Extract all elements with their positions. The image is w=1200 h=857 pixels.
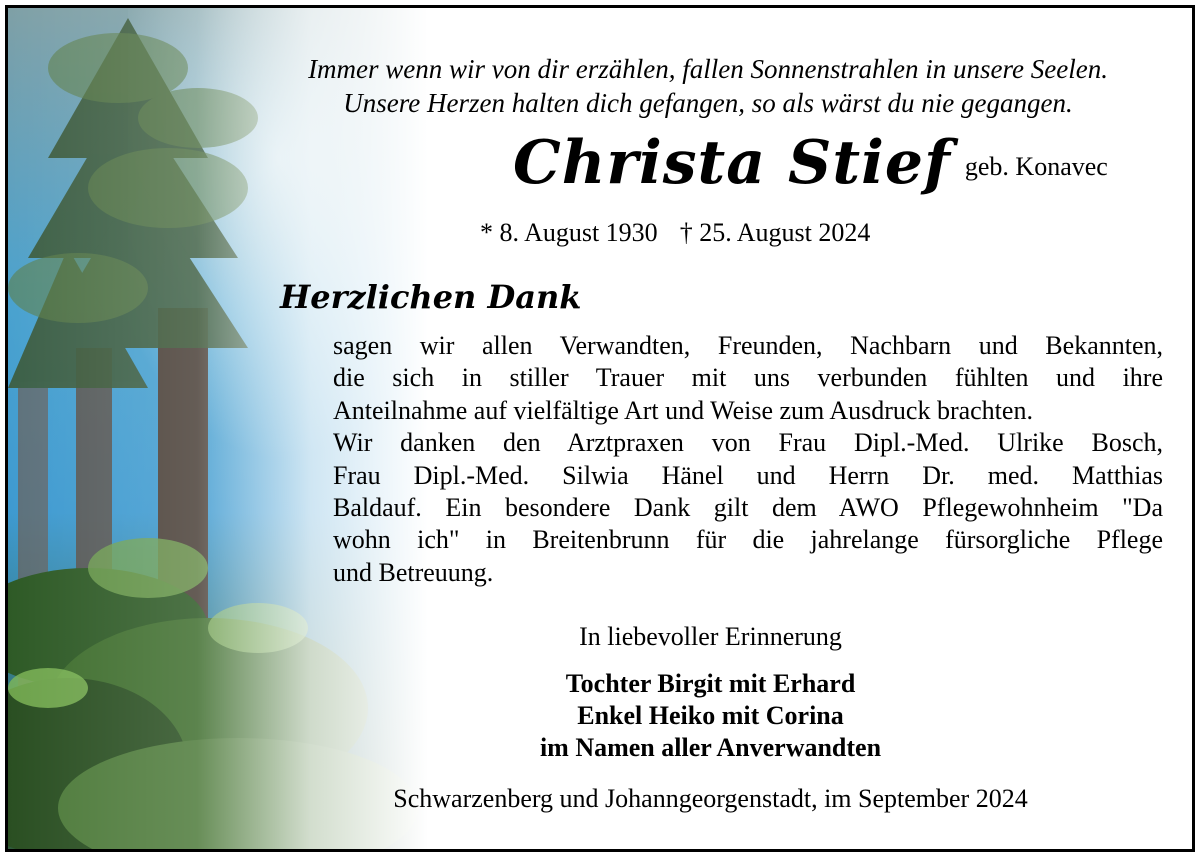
obituary-frame — [5, 5, 1195, 852]
text-line: Frau Dipl.-Med. Silwia Hänel und Herrn Dr. med. Matthias — [333, 460, 1163, 490]
poem-line: Immer wenn wir von dir erzählen, fallen Sonnenstrahlen in unsere Seelen. — [308, 54, 1108, 84]
signers — [333, 668, 1088, 764]
birth-date: * 8. August 1930 — [480, 218, 658, 247]
text-line: und Betreuung. — [333, 557, 494, 587]
death-date: † 25. August 2024 — [679, 218, 871, 247]
remembrance: In liebevoller Erinnerung — [579, 622, 842, 651]
text-line: Baldauf. Ein besondere Dank gilt dem AWO Pflegewohnheim "Da — [333, 492, 1163, 522]
text-line: sagen wir allen Verwandten, Freunden, Nachbarn und Bekannten, — [333, 331, 1163, 360]
life-dates — [480, 218, 892, 248]
poem — [243, 52, 1173, 120]
text-line: wohn ich" in Breitenbrunn für die jahrelange fürsorgliche Pflege — [333, 525, 1163, 555]
thanks-text — [333, 330, 1163, 589]
place-date: Schwarzenberg und Johanngeorgenstadt, im September 2024 — [393, 784, 1028, 813]
text-line: Anteilnahme auf vielfältige Art und Weise zum Ausdruck brachten. — [333, 395, 1033, 425]
signer: Tochter Birgit mit Erhard — [565, 669, 856, 698]
text-line: Wir danken den Arztpraxen von Frau Dipl.-Med. Ulrike Bosch, — [333, 428, 1163, 458]
text-line: die sich in stiller Trauer mit uns verbunden fühlten und ihre — [333, 363, 1163, 393]
signer: im Namen aller Anverwandten — [539, 733, 882, 762]
thanks-heading: Herzlichen Dank — [280, 278, 582, 316]
deceased-name: Christa Stief — [513, 128, 951, 198]
signer: Enkel Heiko mit Corina — [577, 701, 844, 730]
deceased-name-line — [513, 128, 1173, 218]
birth-name: geb. Konavec — [964, 152, 1108, 181]
poem-line: Unsere Herzen halten dich gefangen, so als wärst du nie gegangen. — [343, 88, 1073, 118]
